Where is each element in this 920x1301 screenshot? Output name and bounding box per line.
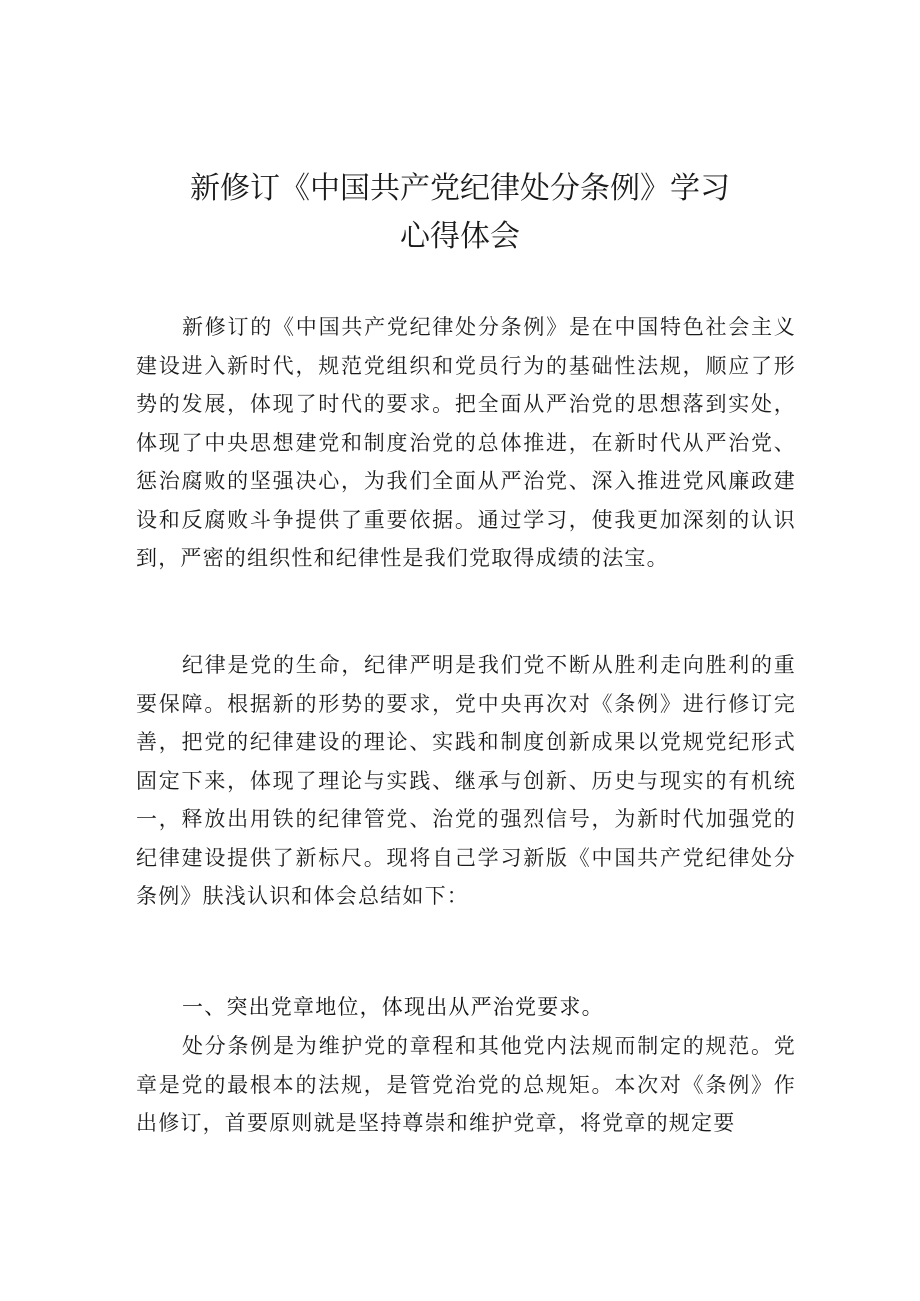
paragraph-1: 新修订的《中国共产党纪律处分条例》是在中国特色社会主义建设进入新时代，规范党组织和党员行为的基础性法规，顺应了形势的发展，体现了时代的要求。把全面从严治党的思想落到实处，体现了中央思想建党和制度治党的总体推进，在新时代从严治党、惩治腐败的坚强决心，为我们全面从严治党、深入推进党风廉政建设和反腐败斗争提供了重要依据。通过学习，使我更加深刻的认识到，严密的组织性和纪律性是我们党取得成绩的法宝。 (136, 315, 796, 570)
paragraph-3: 处分条例是为维护党的章程和其他党内法规而制定的规范。党章是党的最根本的法规，是管党治党的总规矩。本次对《条例》作出修订，首要原则就是坚持尊崇和维护党章，将党章的规定要 (136, 1034, 796, 1135)
paragraph-1-block (136, 308, 796, 578)
paragraph-2: 纪律是党的生命，纪律严明是我们党不断从胜利走向胜利的重要保障。根据新的形势的要求，党中央再次对《条例》进行修订完善，把党的纪律建设的理论、实践和制度创新成果以党规党纪形式固定下来，体现了理论与实践、继承与创新、历史与现实的有机统一，释放出用铁的纪律管党、治党的强烈信号，为新时代加强党的纪律建设提供了新标尺。现将自己学习新版《中国共产党纪律处分条例》肤浅认识和体会总结如下： (136, 653, 796, 908)
paragraph-2-block (136, 646, 796, 916)
section-heading-block (136, 988, 796, 1027)
document-title (0, 165, 920, 261)
section-heading-1: 一、突出党章地位，体现出从严治党要求。 (182, 995, 604, 1019)
paragraph-3-block (136, 1027, 796, 1143)
document-title-line-1: 新修订《中国共产党纪律处分条例》学习 (190, 171, 730, 206)
document-title-line-2: 心得体会 (400, 219, 520, 254)
